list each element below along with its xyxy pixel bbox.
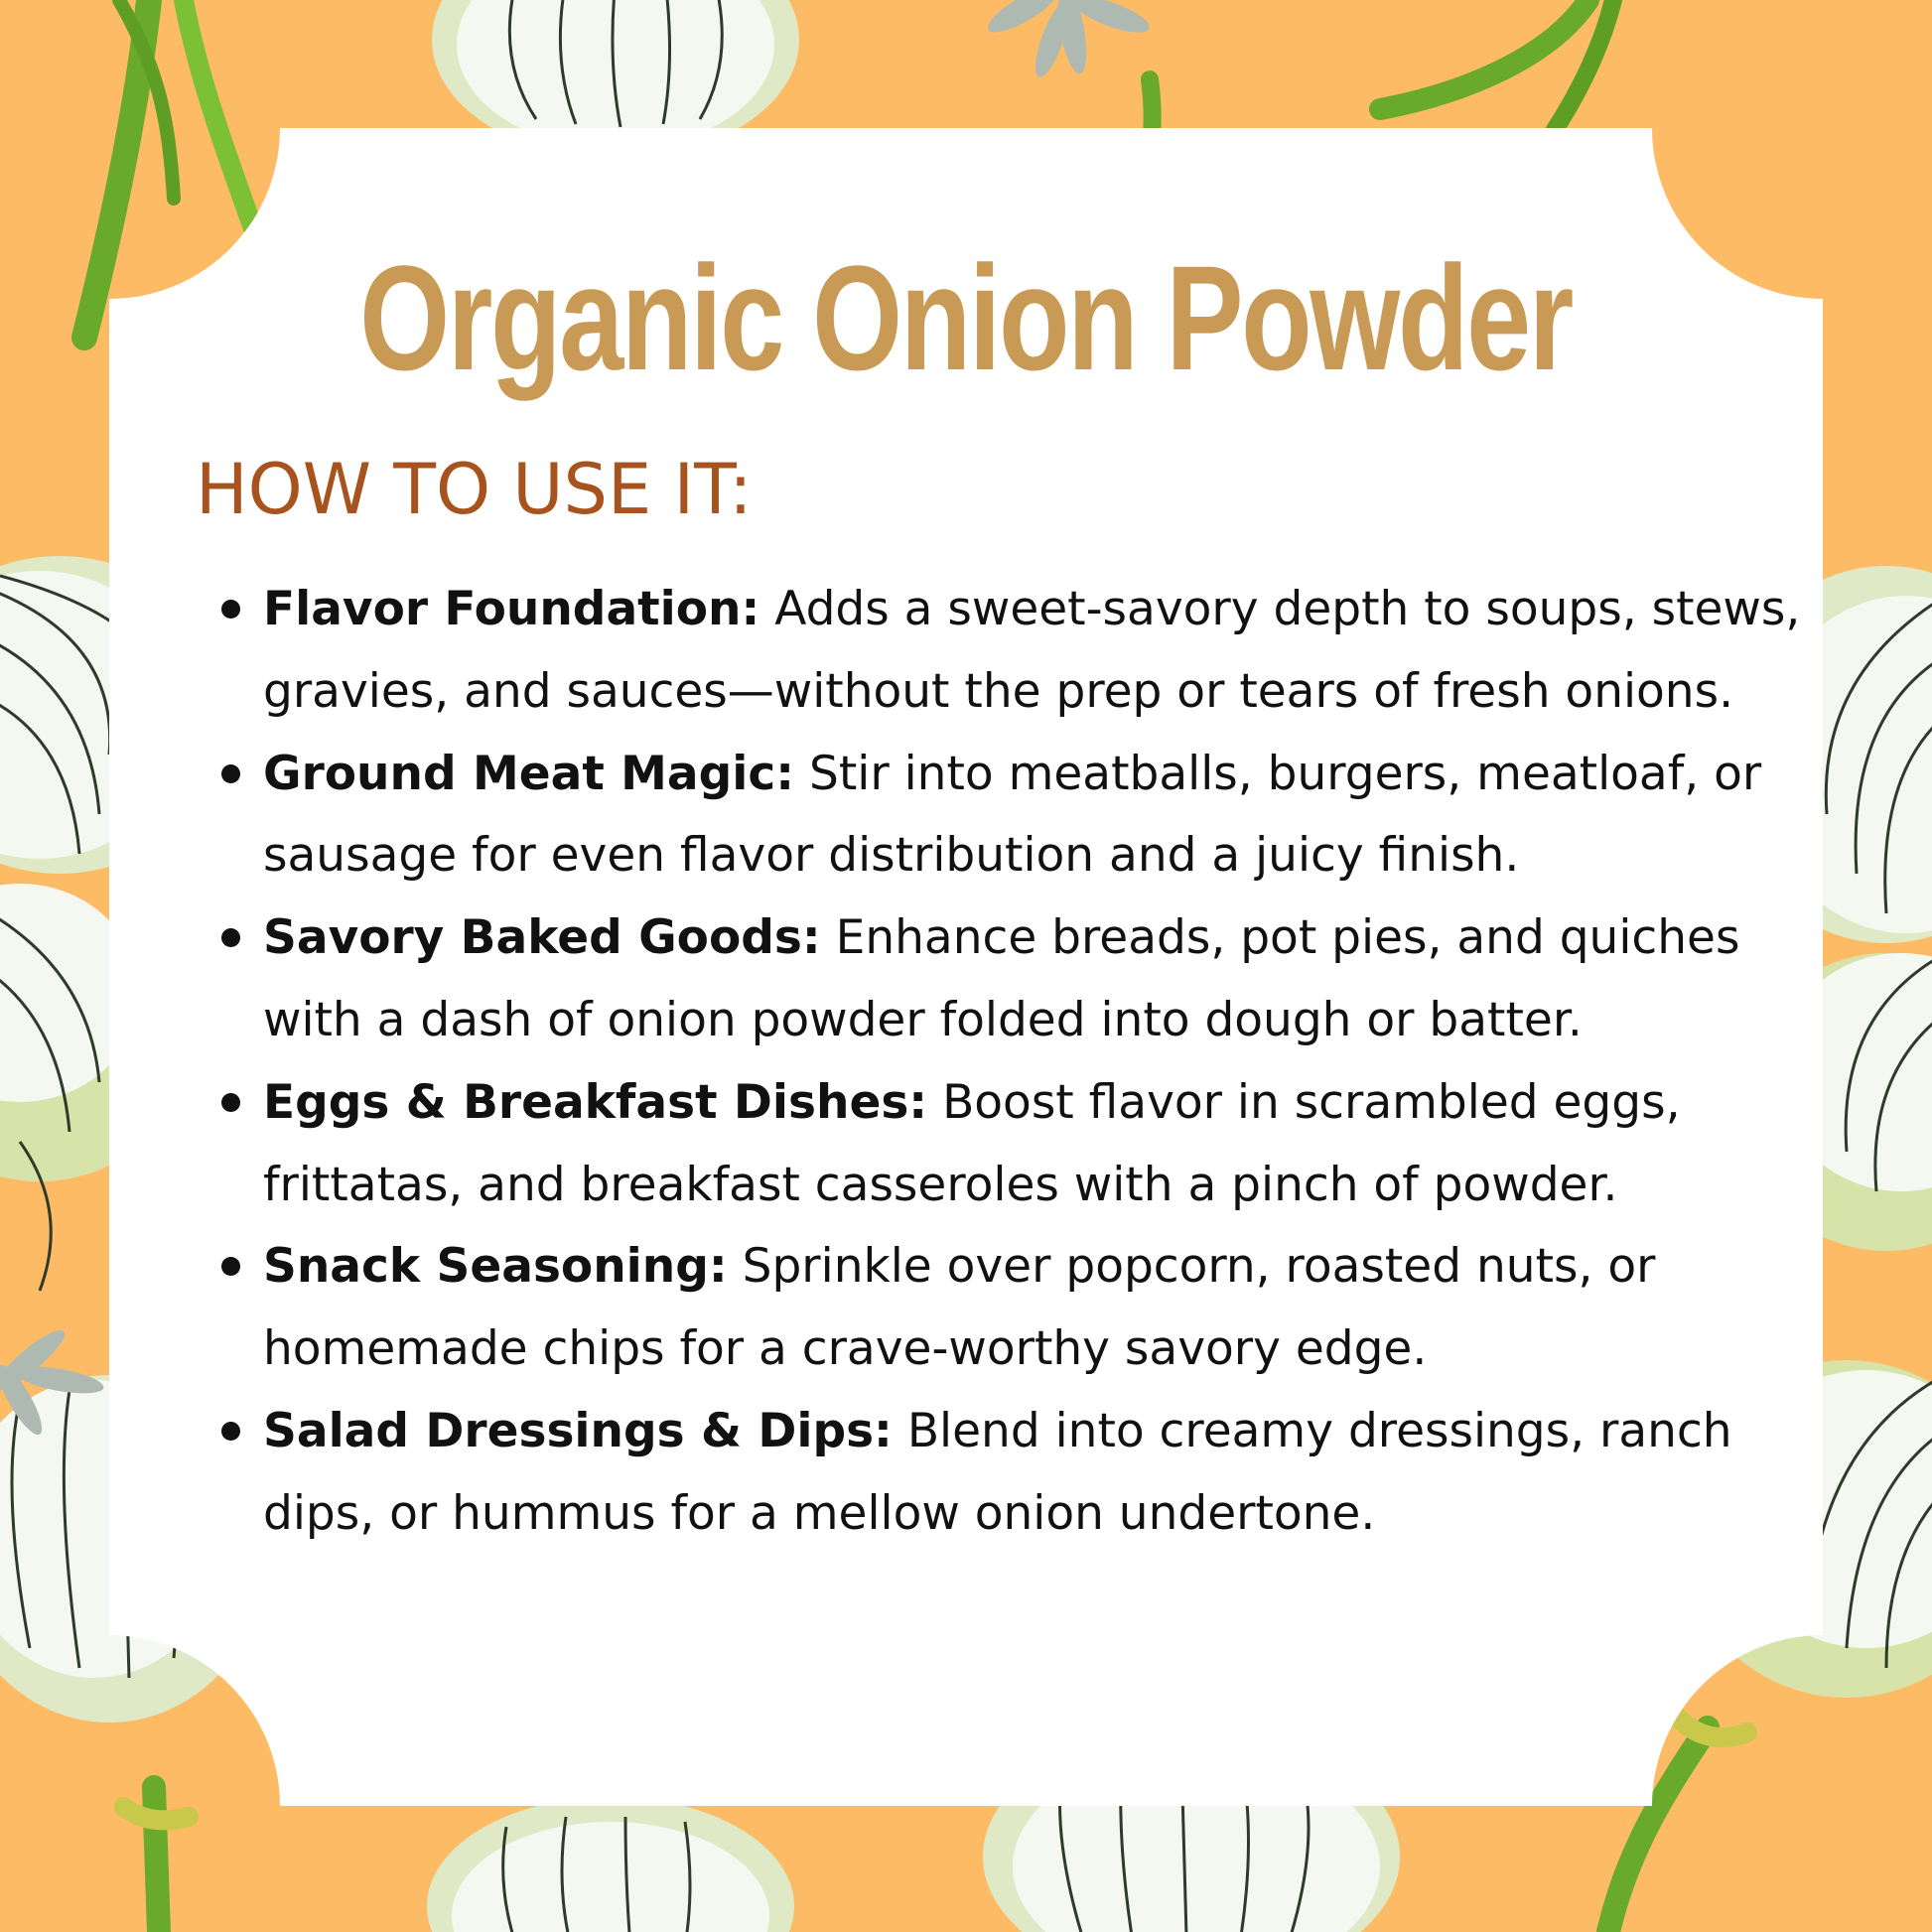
bullet-icon	[221, 1422, 240, 1441]
list-item	[263, 734, 1822, 898]
bullet-icon	[221, 764, 240, 783]
use-term: Savory Baked Goods:	[263, 910, 821, 966]
use-description: Sprinkle over popcorn, roasted nuts, or homemade chips for a crave-worthy savory edge.	[263, 1239, 1656, 1377]
uses-list	[210, 569, 1822, 1556]
bullet-icon	[221, 1257, 240, 1276]
use-term: Flavor Foundation:	[263, 582, 760, 636]
list-item	[263, 1226, 1822, 1391]
list-item	[263, 1062, 1822, 1227]
use-term: Snack Seasoning:	[263, 1239, 728, 1295]
use-term: Eggs & Breakfast Dishes:	[263, 1074, 928, 1130]
use-description: Blend into creamy dressings, ranch dips, or hummus for a mellow onion undertone.	[263, 1403, 1732, 1541]
use-description: Adds a sweet-savory depth to soups, stews, gravies, and sauces—without the prep or tears of fresh onions.	[263, 582, 1801, 719]
use-term: Salad Dressings & Dips:	[263, 1403, 893, 1458]
use-term: Ground Meat Magic:	[263, 746, 795, 801]
bullet-icon	[221, 1093, 240, 1112]
page-title: Organic Onion Powder	[359, 234, 1573, 401]
use-description: Stir into meatballs, burgers, meatloaf, or sausage for even flavor distribution and a juicy finish.	[263, 746, 1762, 884]
section-heading: HOW TO USE IT:	[196, 449, 753, 530]
use-description: Boost flavor in scrambled eggs, frittatas, and breakfast casseroles with a pinch of powder.	[263, 1074, 1681, 1212]
list-item	[263, 569, 1822, 734]
bullet-icon	[221, 928, 240, 947]
use-description: Enhance breads, pot pies, and quiches with a dash of onion powder folded into dough or batter.	[263, 910, 1740, 1047]
list-item	[263, 897, 1822, 1062]
bullet-icon	[221, 600, 240, 619]
list-item	[263, 1391, 1822, 1556]
